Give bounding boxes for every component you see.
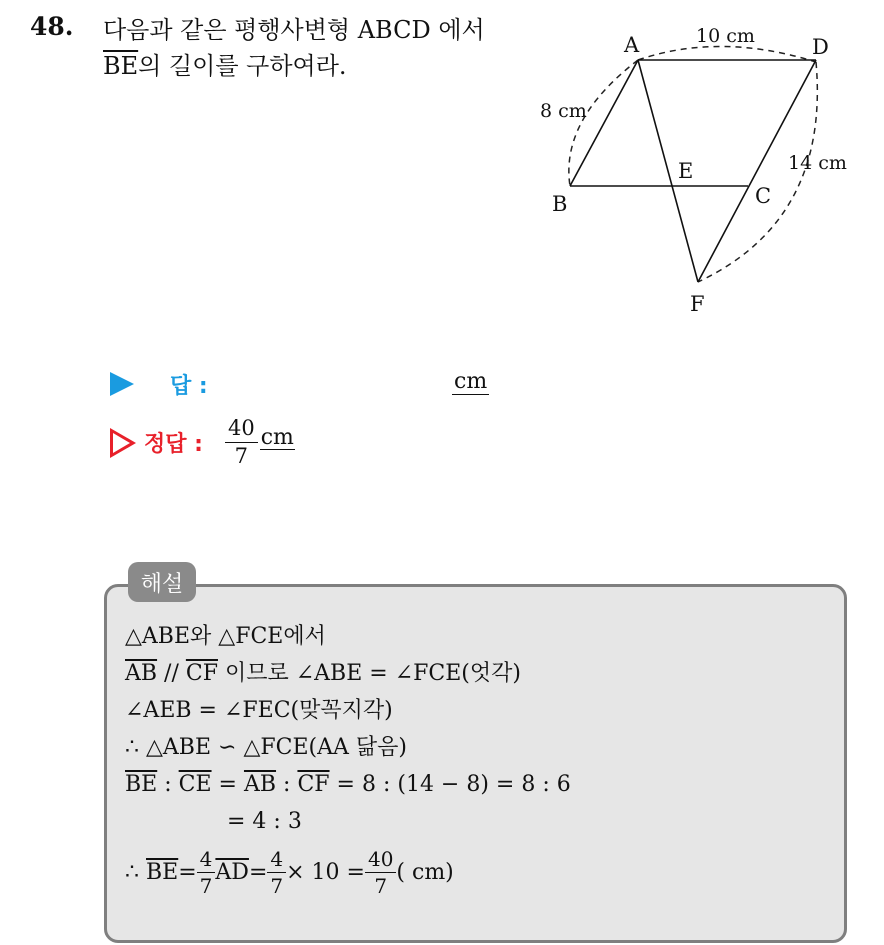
outline-triangle-icon (110, 428, 136, 458)
segment-be: $\overline{BE}$ (103, 52, 139, 80)
key-fraction (225, 418, 258, 467)
answer-label: 답 : (170, 373, 208, 399)
therefore-symbol: ∴ (125, 859, 139, 885)
answer-unit: cm (454, 369, 488, 394)
question-number: 48. (30, 12, 74, 41)
key-denominator: 7 (234, 444, 249, 468)
segment-ab: $\overline{AB}$ (125, 661, 158, 686)
solution-line-6: = 4 : 3 (227, 809, 302, 834)
ratio-colon: : (157, 772, 179, 797)
segment-cf: $\overline{CF}$ (185, 661, 218, 686)
label-f: F (690, 292, 705, 316)
answer-row (110, 368, 208, 400)
segment-be: $\overline{BE}$ (125, 772, 158, 797)
numerator: 4 (267, 849, 286, 873)
length-df: 14 cm (788, 152, 847, 174)
solution-line-2 (125, 655, 571, 692)
unit-cm: ( cm) (396, 859, 454, 885)
solution-line-5 (125, 766, 571, 803)
segment-cf: $\overline{CF}$ (297, 772, 330, 797)
segment-be: $\overline{BE}$ (146, 859, 179, 885)
solution-line-4: ∴ △ABE ∽ △FCE(AA 닮음) (125, 735, 407, 760)
ratio-colon: : (276, 772, 298, 797)
parallelogram-figure (530, 20, 860, 320)
solution-line-2-rest: 이므로 ∠ABE = ∠FCE(엇각) (217, 661, 521, 686)
label-a: A (624, 33, 640, 57)
label-b: B (552, 192, 568, 216)
question-line-1: 다음과 같은 평행사변형 ABCD 에서 (103, 16, 485, 44)
question-line-2-rest: 의 길이를 구하여라. (138, 52, 347, 80)
parallel-symbol: // (157, 661, 186, 686)
question-line-2 (103, 48, 485, 84)
solution-line-5-rest: = 8 : (14 − 8) = 8 : 6 (329, 772, 571, 797)
label-e: E (678, 159, 694, 183)
fraction-4-7 (197, 846, 216, 898)
numerator: 4 (197, 849, 216, 873)
segment-ad: $\overline{AD}$ (215, 859, 249, 885)
equals-sign: = (211, 772, 244, 797)
equals-sign: = (178, 859, 197, 885)
side-ab (570, 60, 638, 186)
solution-content (125, 618, 571, 904)
denominator: 7 (199, 873, 213, 898)
solution-line-7 (125, 840, 571, 904)
key-unit: cm (260, 425, 294, 450)
label-d: D (812, 35, 829, 59)
length-ad: 10 cm (696, 25, 755, 47)
fraction-4-7 (267, 846, 286, 898)
times-ten: × 10 = (286, 859, 365, 885)
key-row (110, 418, 295, 467)
key-numerator: 40 (225, 418, 258, 443)
label-c: C (755, 184, 772, 208)
solution-badge: 해설 (128, 562, 196, 602)
key-label: 정답 : (144, 432, 203, 457)
denominator: 7 (374, 873, 388, 898)
solution-line-1: △ABE와 △FCE에서 (125, 624, 326, 649)
fraction-40-7 (365, 846, 396, 898)
equals-sign: = (248, 859, 268, 885)
play-triangle-icon (110, 372, 134, 396)
segment-ab: $\overline{AB}$ (243, 772, 277, 797)
numerator: 40 (365, 849, 396, 873)
question-text (103, 12, 485, 84)
solution-line-3: ∠AEB = ∠FEC(맞꼭지각) (125, 698, 393, 723)
segment-ce: $\overline{CE}$ (178, 772, 212, 797)
length-ab: 8 cm (540, 100, 587, 122)
denominator: 7 (270, 873, 284, 898)
